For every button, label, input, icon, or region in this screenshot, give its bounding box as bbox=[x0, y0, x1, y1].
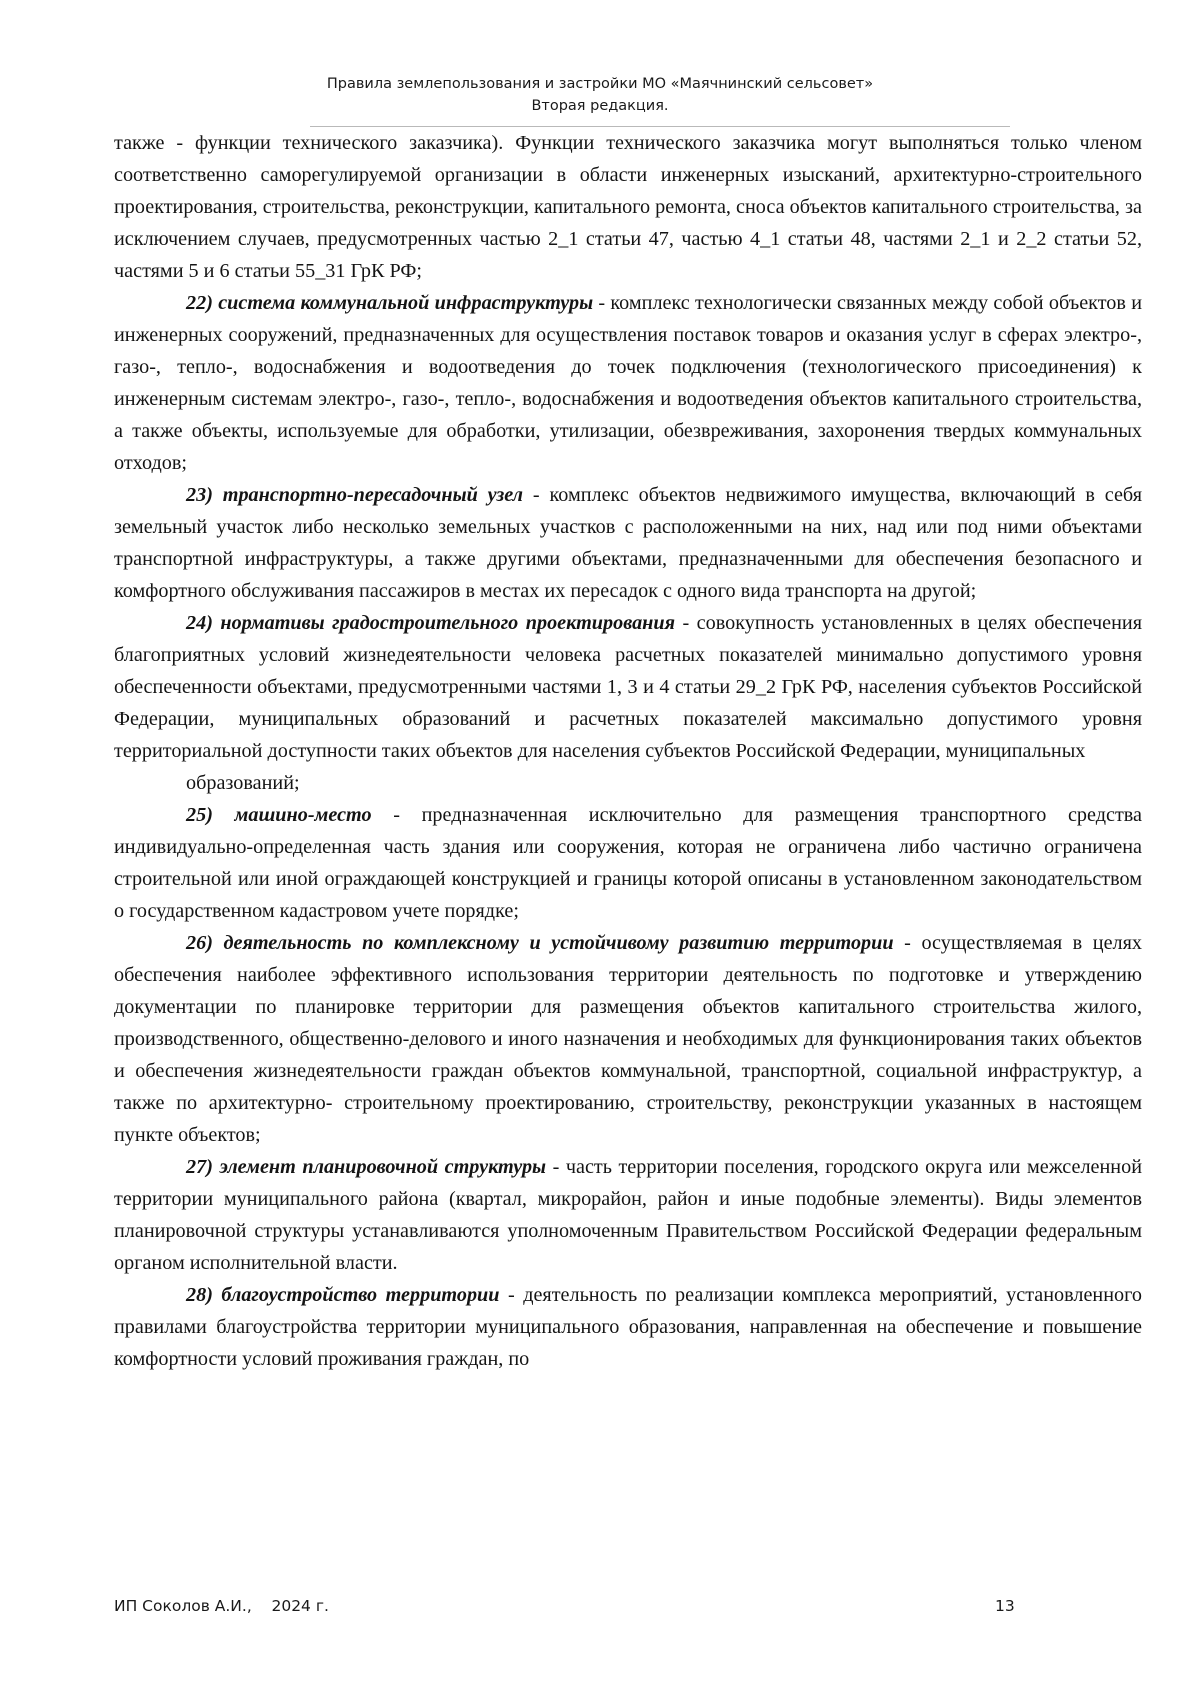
page-header bbox=[0, 73, 1200, 117]
definition-text: - комплекс объектов недвижимого имущества, включающий в себя земельный участок либо несколько земельных участков с расположенными на них, над или под ними объектами транспортной инфраструктуры, а также другими объектами, предназначенными для обеспечения безопасного и комфортного обслуживания пассажиров в местах их пересадок с одного вида транспорта на другой; bbox=[114, 484, 1142, 602]
definition-24 bbox=[114, 607, 1142, 767]
definition-term: 28) благоустройство территории bbox=[186, 1284, 500, 1306]
definition-24-tail: образований; bbox=[186, 772, 300, 794]
definition-23 bbox=[114, 479, 1142, 607]
document-body bbox=[114, 127, 1142, 1375]
definition-22 bbox=[114, 287, 1142, 479]
page-number: 13 bbox=[995, 1597, 1015, 1615]
definition-text: - осуществляемая в целях обеспечения наиболее эффективного использования территории деятельность по подготовке и утверждению документации по планировке территории для размещения объектов капитального строительства жилого, производственного, общественно-делового и иного назначения и необходимых для функционирования таких объектов и обеспечения жизнедеятельности граждан объектов коммунальной, транспортной, социальной инфраструктур, а также по архитектурно- строительному проектированию, строительству, реконструкции указанных в настоящем пункте объектов; bbox=[114, 932, 1142, 1146]
definition-term: 24) нормативы градостроительного проектирования bbox=[186, 612, 676, 634]
definition-text: - предназначенная исключительно для размещения транспортного средства индивидуально-определенная часть здания или сооружения, которая не ограничена либо частично ограничена строительной или иной ограждающей конструкцией и границы которой описаны в установленном законодательством о государственном кадастровом учете порядке; bbox=[114, 804, 1142, 922]
definition-text: - деятельность по реализации комплекса мероприятий, установленного правилами благоустройства территории муниципального образования, направленная на обеспечение и повышение комфортности условий проживания граждан, по bbox=[114, 1284, 1143, 1370]
definition-term: 27) элемент планировочной структуры bbox=[186, 1156, 547, 1178]
definition-text: - часть территории поселения, городского округа или межселенной территории муниципального района (квартал, микрорайон, район и иные подобные элементы). Виды элементов планировочной структуры устанавливаются уполномоченным Правительством Российской Федерации федеральным органом исполнительной власти. bbox=[114, 1156, 1143, 1274]
definition-28 bbox=[114, 1279, 1142, 1375]
definition-text: - комплекс технологически связанных между собой объектов и инженерных сооружений, предназначенных для осуществления поставок товаров и оказания услуг в сферах электро-, газо-, тепло-, водоснабжения и водоотведения до точек подключения (технологического присоединения) к инженерным системам электро-, газо-, тепло-, водоснабжения и водоотведения объектов капитального строительства, а также объекты, используемые для обработки, утилизации, обезвреживания, захоронения твердых коммунальных отходов; bbox=[114, 292, 1142, 474]
definition-25 bbox=[114, 799, 1142, 927]
definition-26 bbox=[114, 927, 1142, 1151]
definition-term: 22) система коммунальной инфраструктуры bbox=[186, 292, 594, 314]
definition-term: 25) машино-место bbox=[186, 804, 372, 826]
footer-author: ИП Соколов А.И., 2024 г. bbox=[114, 1597, 329, 1615]
document-title: Правила землепользования и застройки МО «Маячнинский сельсовет» bbox=[326, 76, 874, 92]
definition-term: 23) транспортно-пересадочный узел bbox=[186, 484, 524, 506]
definition-27 bbox=[114, 1151, 1142, 1279]
definition-text: - совокупность установленных в целях обеспечения благоприятных условий жизнедеятельности человека расчетных показателей минимально допустимого уровня обеспеченности объектами, предусмотренными частями 1, 3 и 4 статьи 29_2 ГрК РФ, населения субъектов Российской Федерации, муниципальных образований и расчетных показателей максимально допустимого уровня территориальной доступности таких объектов для населения субъектов Российской Федерации, муниципальных bbox=[114, 612, 1142, 762]
document-edition: Вторая редакция. bbox=[531, 98, 669, 114]
definition-term: 26) деятельность по комплексному и устойчивому развитию территории bbox=[186, 932, 894, 954]
continuation-paragraph: также - функции технического заказчика). Функции технического заказчика могут выполняться только членом соответственно саморегулируемой организации в области инженерных изысканий, архитектурно-строительного проектирования, строительства, реконструкции, капитального ремонта, сноса объектов капитального строительства, за исключением случаев, предусмотренных частью 2_1 статьи 47, частью 4_1 статьи 48, частями 2_1 и 2_2 статьи 52, частями 5 и 6 статьи 55_31 ГрК РФ; bbox=[114, 132, 1142, 282]
